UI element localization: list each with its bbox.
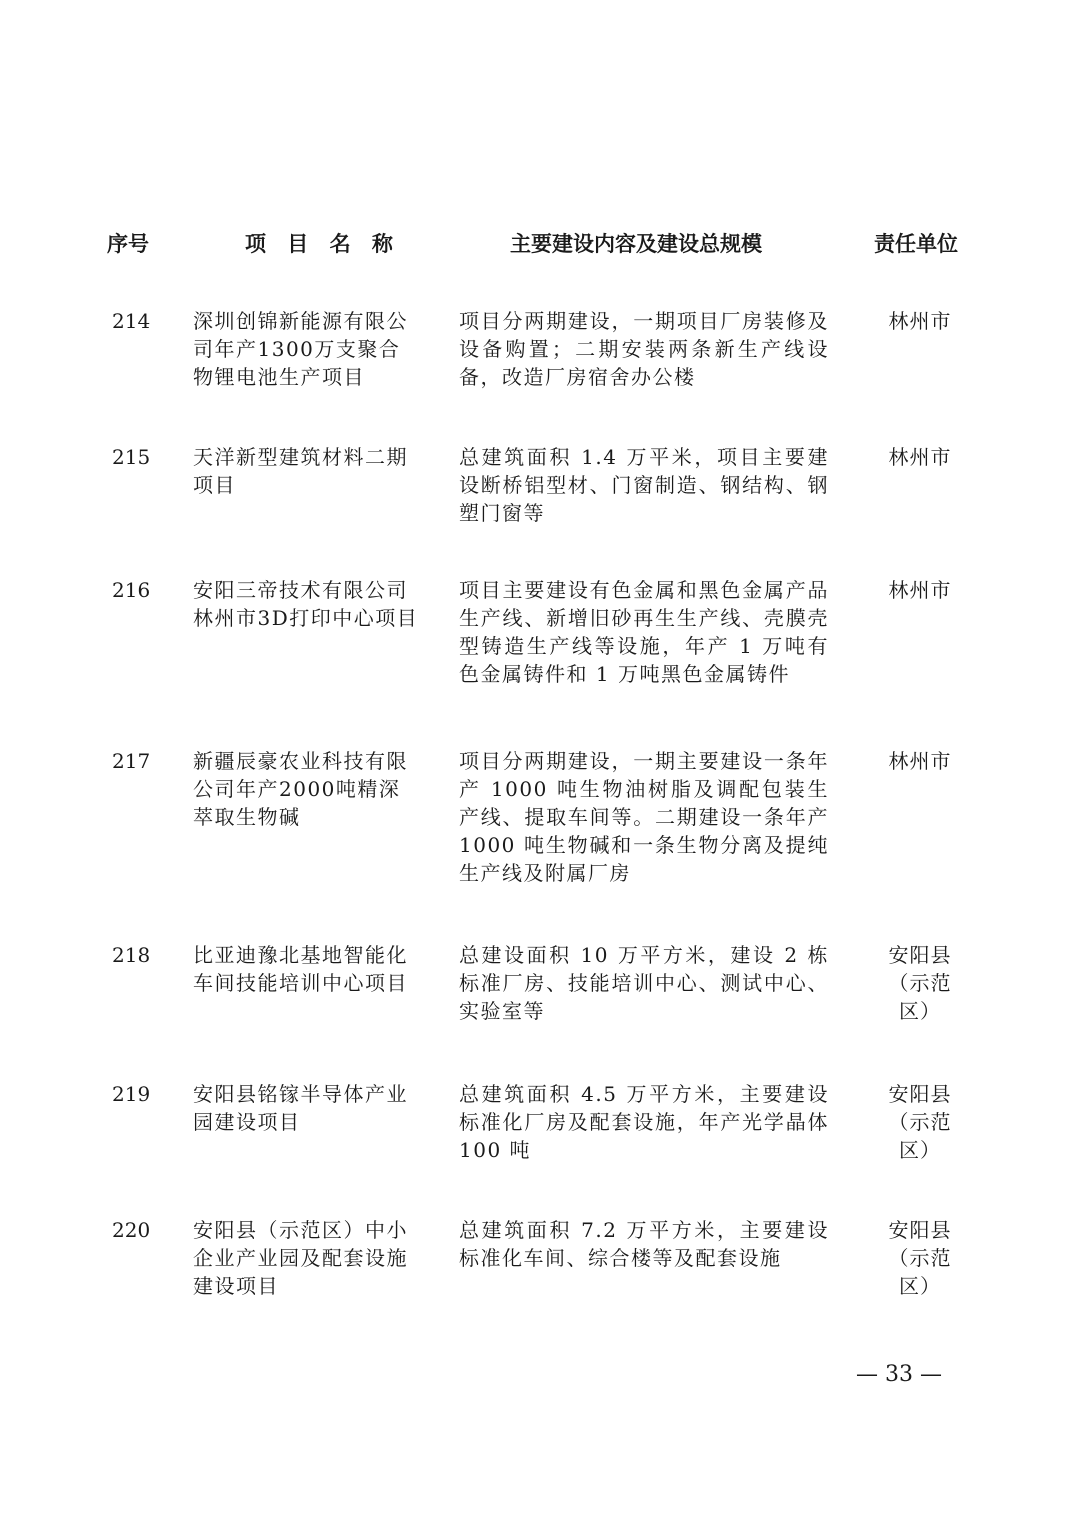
row-responsible-unit: 林州市: [888, 578, 952, 602]
row-construction-content: 总建筑面积 1.4 万平米，项目主要建设断桥铝型材、门窗制造、钢结构、钢塑门窗等: [459, 445, 829, 525]
row-construction-content: 项目主要建设有色金属和黑色金属产品生产线、新增旧砂再生生产线、壳膜壳型铸造生产线等设施，年产 1 万吨有色金属铸件和 1 万吨黑色金属铸件: [459, 578, 829, 686]
header-serial-number: 序号: [107, 232, 149, 256]
row-project-name: 比亚迪豫北基地智能化车间技能培训中心项目: [193, 943, 408, 995]
row-construction-content: 总建设面积 10 万平方米，建设 2 栋标准厂房、技能培训中心、测试中心、实验室等: [459, 943, 829, 1023]
row-responsible-unit: 安阳县（示范区）: [888, 943, 952, 1023]
page-number: — 33 —: [856, 1362, 942, 1387]
header-project-name: 项 目 名 称: [245, 232, 400, 256]
row-serial-number: 215: [112, 445, 151, 469]
row-project-name: 新疆辰豪农业科技有限公司年产2000吨精深萃取生物碱: [193, 749, 408, 829]
row-serial-number: 217: [112, 749, 151, 773]
table-header: [0, 228, 1080, 260]
row-serial-number: 216: [112, 578, 151, 602]
header-responsible-unit: 责任单位: [874, 232, 958, 256]
row-project-name: 深圳创锦新能源有限公司年产1300万支聚合物锂电池生产项目: [193, 309, 408, 389]
row-construction-content: 项目分两期建设，一期主要建设一条年产 1000 吨生物油树脂及调配包装生产线、提取车间等。二期建设一条年产 1000 吨生物碱和一条生物分离及提纯生产线及附属厂房: [459, 749, 829, 885]
row-serial-number: 214: [112, 309, 151, 333]
row-responsible-unit: 林州市: [888, 309, 952, 333]
row-project-name: 安阳三帝技术有限公司林州市3D打印中心项目: [193, 578, 419, 630]
row-responsible-unit: 安阳县（示范区）: [888, 1218, 952, 1298]
row-project-name: 安阳县（示范区）中小企业产业园及配套设施建设项目: [193, 1218, 408, 1298]
row-responsible-unit: 林州市: [888, 445, 952, 469]
row-serial-number: 218: [112, 943, 151, 967]
row-construction-content: 项目分两期建设，一期项目厂房装修及设备购置；二期安装两条新生产线设备，改造厂房宿舍办公楼: [459, 309, 829, 389]
header-construction-content: 主要建设内容及建设总规模: [510, 232, 762, 256]
row-serial-number: 219: [112, 1082, 151, 1106]
row-project-name: 安阳县铭镓半导体产业园建设项目: [193, 1082, 408, 1134]
row-construction-content: 总建筑面积 4.5 万平方米，主要建设标准化厂房及配套设施，年产光学晶体 100 吨: [459, 1082, 829, 1162]
row-serial-number: 220: [112, 1218, 151, 1242]
row-responsible-unit: 林州市: [888, 749, 952, 773]
row-project-name: 天洋新型建筑材料二期项目: [193, 445, 408, 497]
row-construction-content: 总建筑面积 7.2 万平方米，主要建设标准化车间、综合楼等及配套设施: [459, 1218, 829, 1270]
row-responsible-unit: 安阳县（示范区）: [888, 1082, 952, 1162]
